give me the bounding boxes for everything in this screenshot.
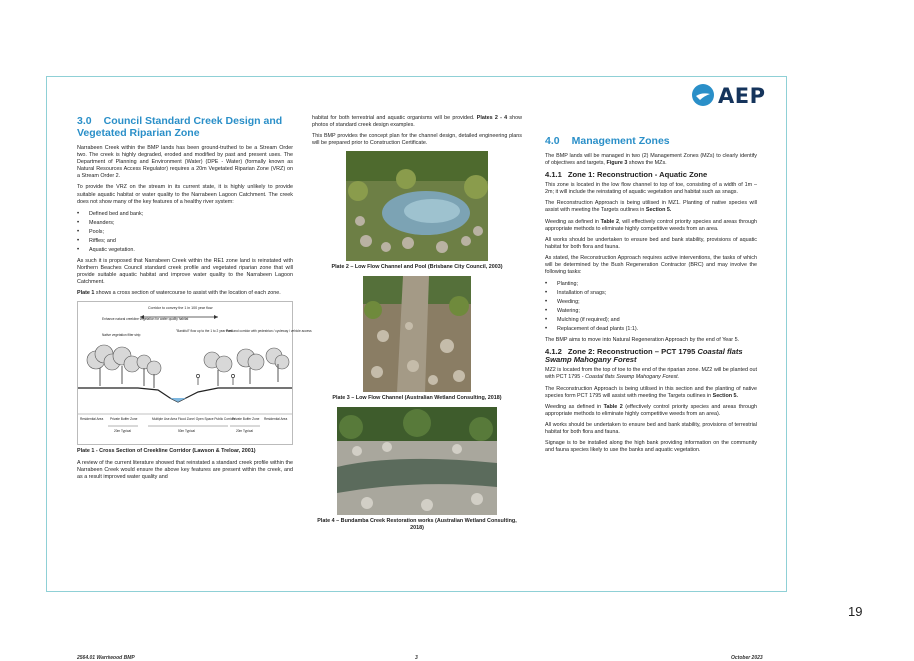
- column-1: [77, 115, 312, 486]
- list-item: • Planting;: [545, 280, 757, 289]
- section-ref: Section 5.: [712, 392, 739, 399]
- diagram-label: Corridor to convey the 1 in 100 year flow: [148, 306, 213, 311]
- diagram-label: Parkland corridor with pedestrian / cycleway / vehicle access: [226, 329, 312, 334]
- list-item: • Watering;: [545, 307, 757, 316]
- zone-2-heading: [545, 348, 757, 364]
- paragraph-text: The BMP lands will be managed in two (2) Management Zones (MZs) to clearly identify of objectives and targets,: [545, 153, 757, 167]
- section-title: Management Zones: [571, 135, 670, 147]
- tasks-list: [545, 280, 757, 334]
- paragraph-text: The Reconstruction Approach is being utilised in MZ1. Planting of native species will assist with meeting the Targets outlines in: [545, 200, 757, 214]
- section-ref: Section 5.: [645, 207, 672, 214]
- subsection-title-italic: Coastal flats Swamp Mahogany Forest: [545, 347, 743, 365]
- paragraph-text: Weeding as defined in: [545, 218, 601, 225]
- list-item: • Mulching (if required); and: [545, 316, 757, 325]
- paragraph-text: habitat for both terrestrial and aquatic organisms will be provided.: [312, 115, 477, 121]
- paragraph-text: (effectively control priority species and areas through appropriate methods to eliminate highly competitive weeds from an area).: [545, 403, 757, 417]
- paragraph: [545, 404, 757, 418]
- paragraph: As such it is proposed that Narrabeen Creek within the RE1 zone land is reinstated with Northern Beaches Council standard creek profile and vegetated riparian zone that will provide suitable aquatic habitat and improve water quality to the Narrabeen Lagoon Catchment.: [77, 257, 293, 286]
- subsection-title: Zone 2: Reconstruction – PCT 1795: [567, 347, 698, 357]
- plate-3-photo: [363, 276, 471, 392]
- page-number: 19: [848, 604, 863, 619]
- dimension-label: 20m Typical: [236, 429, 253, 434]
- paragraph: Narrabeen Creek within the BMP lands has been ground-truthed to be a Stream Order two. The creek is highly degraded, eroded and modified by past and present uses. The Department of Planning and Environment (Water) (DPE - Water) (formally known as Natural Resources Access Regulator) requires a 20m Vegetated Riparian Zone (VRZ) on a Stream Order 2.: [77, 145, 293, 180]
- footer-page: 3: [415, 655, 418, 661]
- subsection-number: 4.1.2: [545, 347, 562, 357]
- plate-3-caption: Plate 3 – Low Flow Channel (Australian Wetland Consulting, 2018): [332, 395, 502, 402]
- list-item: • Replacement of dead plants (1:1).: [545, 325, 757, 334]
- section-number: 4.0: [545, 135, 560, 147]
- section-4-heading: [545, 135, 757, 147]
- paragraph: This BMP provides the concept plan for the channel design, detailed engineering plans will be prepared prior to Construction Certificate.: [312, 133, 522, 147]
- paragraph: To provide the VRZ on the stream in its current state, it is highly unlikely to provide suitable aquatic habitat or water quality to the Narrabeen Lagoon Catchment. The creek does not show many of the key features of a healthy river system:: [77, 184, 293, 205]
- diagram-label: "Bankfull" flow up to the 1 to 2 year flow: [176, 329, 232, 334]
- zone-label: Residential Area: [264, 417, 288, 422]
- cross-section-drawing: [78, 302, 312, 444]
- zone-label: Residential Area: [80, 417, 104, 422]
- paragraph: [545, 200, 757, 214]
- list-item: • Weeding;: [545, 298, 757, 307]
- paragraph: This zone is located in the low flow channel to top of toe, consisting of a width of 1m – 2m; it will include the reinstating of aquatic vegetation and habitat such as snags.: [545, 182, 757, 196]
- subsection-number: 4.1.1: [545, 170, 562, 180]
- paragraph: All works should be undertaken to ensure bed and bank stability, provisions of aquatic habitat for both flora and fauna.: [545, 236, 757, 250]
- zone-1-heading: [545, 171, 757, 179]
- paragraph: [545, 367, 757, 381]
- paragraph: All works should be undertaken to ensure bed and bank stability, provisions of terrestrial habitat for both flora and fauna.: [545, 421, 757, 435]
- zone-label: Private Buffer Zone: [232, 417, 260, 422]
- list-item: • Meanders;: [77, 219, 293, 228]
- features-list: [77, 210, 293, 255]
- zone-label: Multiple Use Area Flood Zone/ Open Space Public Corridor: [152, 417, 236, 422]
- section-title: Council Standard Creek Design and Vegetated Riparian Zone: [77, 115, 283, 139]
- paragraph: [77, 290, 293, 297]
- footer-date: October 2023: [731, 655, 763, 661]
- paragraph-text: The Reconstruction Approach is being utilised in this section and the planting of native species form PCT 1795 will assist with meeting the Targets outlines in: [545, 385, 757, 399]
- diagram-label: Enhance natural creekline vegetation for water quality habitat: [102, 317, 189, 322]
- paragraph-text: shows the MZs.: [627, 160, 667, 167]
- paragraph-text: Weeding as defined in: [545, 403, 604, 410]
- table-ref: Table 2: [600, 218, 620, 225]
- paragraph: The BMP aims to move into Natural Regeneration Approach by the end of Year 5.: [545, 337, 740, 344]
- paragraph-text: , will effectively control priority species and areas through appropriate methods to eliminate highly competitive weeds from an area.: [545, 218, 758, 232]
- paragraph: A review of the current literature showed that reinstated a standard creek profile within the Narrabeen Creek would ensure the above key features are present within the creek, and as a result improved water quality and: [77, 460, 293, 481]
- plate-2-caption: Plate 2 – Low Flow Channel and Pool (Brisbane City Council, 2003): [331, 264, 503, 271]
- cross-section-diagram: [77, 301, 312, 445]
- plate-4-caption: Plate 4 – Bundamba Creek Restoration works (Australian Wetland Consulting, 2018): [317, 518, 517, 532]
- diagram-label: Native vegetation filter strip: [102, 333, 141, 338]
- paragraph-text: shows a cross section of watercourse to assist with the location of each zone.: [94, 290, 281, 297]
- figure-ref: Figure 3: [606, 160, 628, 167]
- logo-text: AEP: [718, 84, 766, 108]
- column-3: [545, 135, 757, 458]
- list-item: • Defined bed and bank;: [77, 210, 293, 219]
- column-2: [312, 115, 522, 537]
- paragraph: [545, 219, 757, 233]
- paragraph-italic: Coastal flats Swamp Mahogany Forest.: [585, 374, 680, 381]
- dimension-label: 20m Typical: [114, 429, 131, 434]
- section-3-heading: [77, 115, 293, 139]
- paragraph-text: MZ2 is located from the top of toe to the end of the riparian zone. MZ2 will be planted out with PCT 1795 -: [545, 367, 757, 381]
- paragraph-text: show photos of standard creek design examples.: [312, 115, 522, 129]
- footer-left: 2564.01 Warriwood BMP: [77, 655, 135, 661]
- zone-label: Private Buffer Zone: [110, 417, 138, 422]
- dimension-label: 50m Typical: [178, 429, 195, 434]
- aep-logo: [692, 84, 766, 108]
- paragraph: [312, 115, 522, 129]
- table-ref: Table 2: [603, 403, 623, 410]
- list-item: • Installation of snags;: [545, 289, 757, 298]
- report-page: [46, 76, 787, 661]
- list-item: • Riffles; and: [77, 237, 293, 246]
- plate-2-photo: [346, 151, 488, 261]
- plate-ref: Plates 2 - 4: [476, 115, 508, 121]
- paragraph: As stated, the Reconstruction Approach requires active interventions, the tasks of which will be determined by the Bush Regeneration Contractor (BRC) and may involve the following tasks:: [545, 254, 757, 276]
- plate-ref: Plate 1: [77, 290, 95, 297]
- paragraph: [545, 153, 757, 167]
- section-number: 3.0: [77, 115, 92, 127]
- paragraph: [545, 386, 757, 400]
- paragraph: Signage is to be installed along the high bank providing information on the community and fauna species likely to use the banks and aquatic vegetation.: [545, 440, 757, 454]
- subsection-title: Zone 1: Reconstruction - Aquatic Zone: [567, 170, 708, 180]
- list-item: • Pools;: [77, 228, 293, 237]
- bird-logo-icon: [692, 84, 714, 106]
- plate-1-caption: Plate 1 - Cross Section of Creekline Corridor (Lawson & Treloar, 2001): [77, 448, 256, 455]
- plate-4-photo: [337, 407, 497, 515]
- list-item: • Aquatic vegetation.: [77, 246, 293, 255]
